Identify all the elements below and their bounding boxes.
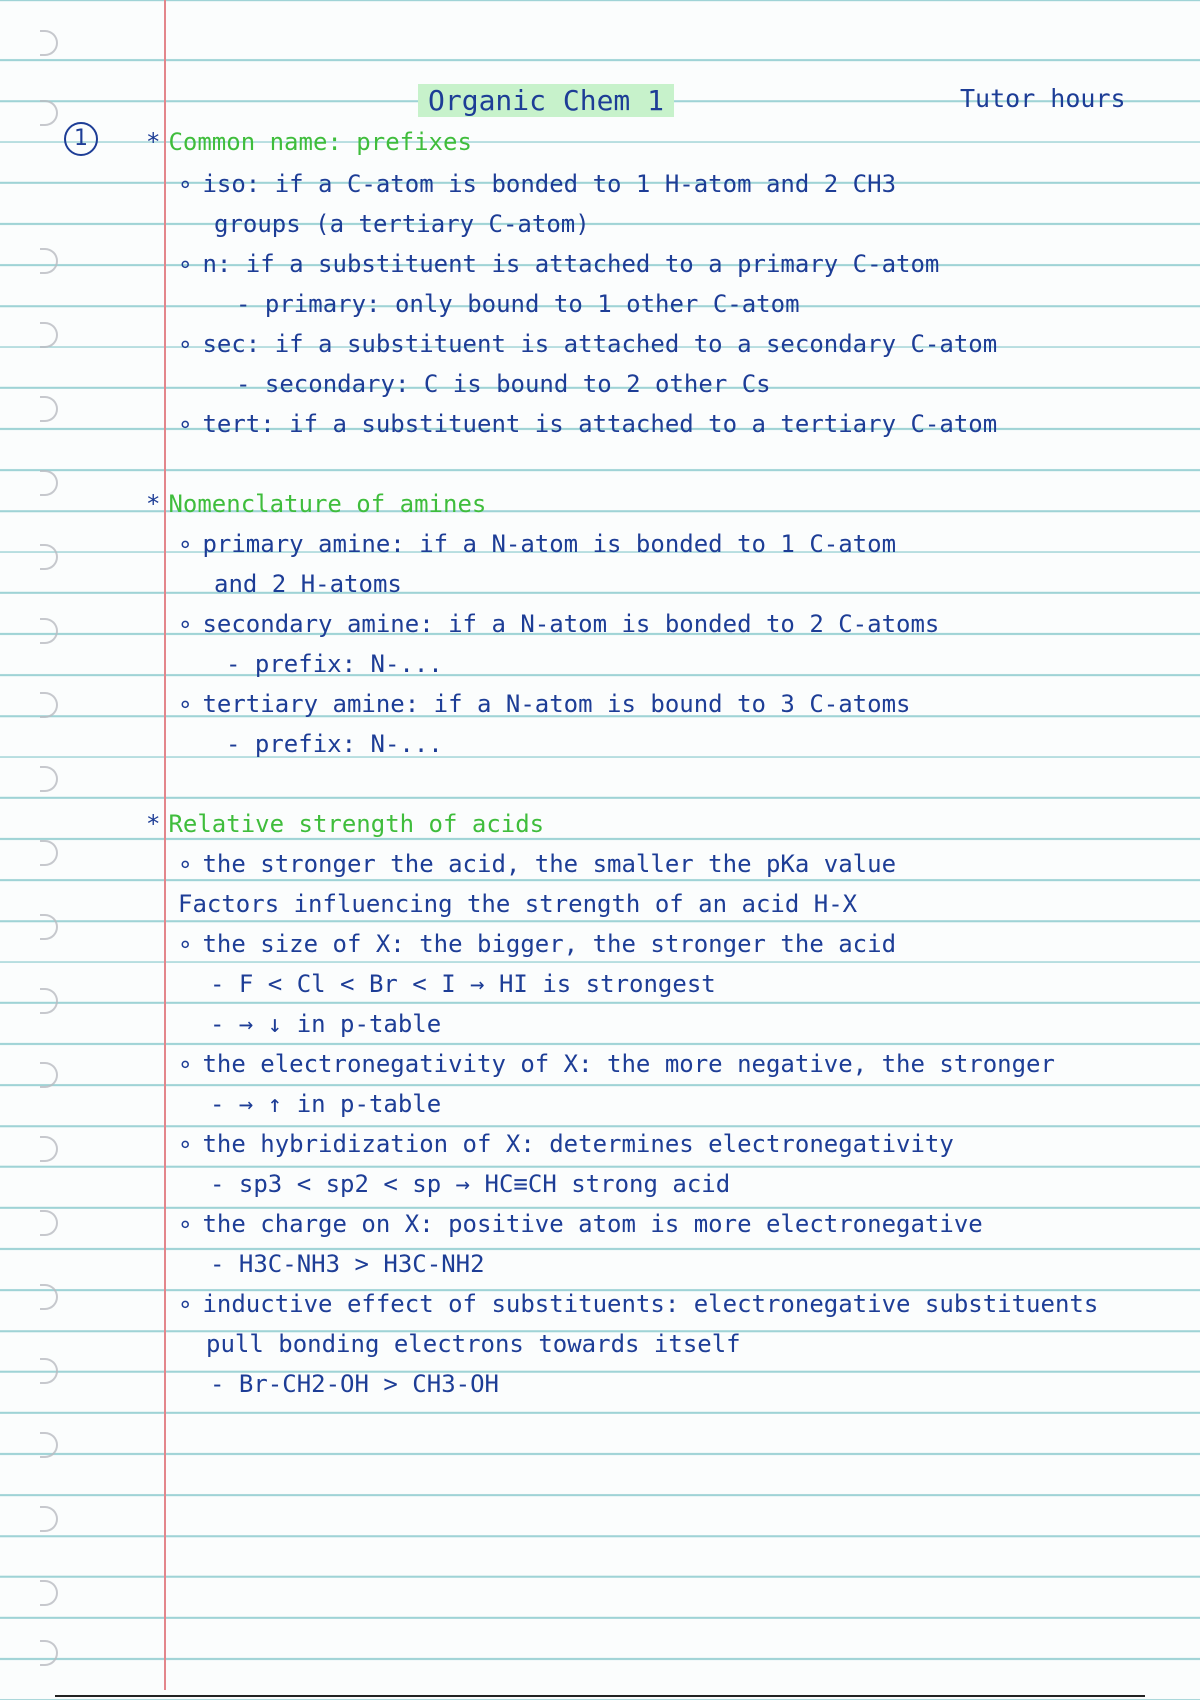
note-line: ∘ sec: if a substituent is attached to a secondary C-atom: [178, 330, 998, 358]
note-line: Factors influencing the strength of an acid H-X: [178, 890, 858, 918]
note-line: - Br-CH2-OH > CH3-OH: [210, 1370, 499, 1398]
bullet-icon: ∘: [178, 1050, 193, 1078]
binder-ring: [40, 914, 58, 940]
page-bottom-edge: [55, 1695, 1145, 1697]
note-line: - F < Cl < Br < I → HI is strongest: [210, 970, 716, 998]
note-line: groups (a tertiary C-atom): [214, 210, 590, 238]
bullet-icon: ∘: [178, 1290, 193, 1318]
bullet-icon: ∘: [178, 1130, 193, 1158]
note-line: - secondary: C is bound to 2 other Cs: [236, 370, 771, 398]
star-bullet-icon: *: [146, 128, 161, 156]
binder-ring: [40, 1640, 58, 1666]
bullet-icon: ∘: [178, 330, 193, 358]
bullet-icon: ∘: [178, 530, 193, 558]
bullet-icon: ∘: [178, 410, 193, 438]
binder-ring: [40, 248, 58, 274]
note-line: ∘ secondary amine: if a N-atom is bonded to 2 C-atoms: [178, 610, 940, 638]
binder-ring: [40, 1062, 58, 1088]
binder-ring: [40, 1506, 58, 1532]
binder-ring: [40, 396, 58, 422]
bullet-icon: ∘: [178, 250, 193, 278]
page-number-badge: 1: [64, 122, 98, 156]
note-line: ∘ the hybridization of X: determines electronegativity: [178, 1130, 954, 1158]
note-line: - prefix: N-...: [226, 650, 443, 678]
bullet-icon: ∘: [178, 610, 193, 638]
note-line: ∘ the charge on X: positive atom is more electronegative: [178, 1210, 983, 1238]
binder-ring: [40, 30, 58, 56]
section-heading-acids: * Relative strength of acids: [146, 810, 545, 838]
binder-ring: [40, 1284, 58, 1310]
note-line: ∘ primary amine: if a N-atom is bonded to 1 C-atom: [178, 530, 897, 558]
note-line: ∘ tertiary amine: if a N-atom is bound to 3 C-atoms: [178, 690, 911, 718]
note-line: ∘ iso: if a C-atom is bonded to 1 H-atom and 2 CH3: [178, 170, 897, 198]
page-header: [0, 82, 1200, 118]
note-line: - prefix: N-...: [226, 730, 443, 758]
note-line: pull bonding electrons towards itself: [206, 1330, 741, 1358]
star-bullet-icon: *: [146, 490, 161, 518]
binder-ring: [40, 618, 58, 644]
section-heading-amines: * Nomenclature of amines: [146, 490, 487, 518]
note-line: ∘ the stronger the acid, the smaller the pKa value: [178, 850, 897, 878]
binder-ring: [40, 544, 58, 570]
binder-ring: [40, 1210, 58, 1236]
bullet-icon: ∘: [178, 930, 193, 958]
binder-ring: [40, 1580, 58, 1606]
note-line: - primary: only bound to 1 other C-atom: [236, 290, 800, 318]
star-bullet-icon: *: [146, 810, 161, 838]
note-line: ∘ the electronegativity of X: the more negative, the stronger: [178, 1050, 1055, 1078]
bullet-icon: ∘: [178, 850, 193, 878]
bullet-icon: ∘: [178, 690, 193, 718]
note-line: - → ↓ in p-table: [210, 1010, 442, 1038]
margin-line: [164, 0, 166, 1690]
note-line: ∘ n: if a substituent is attached to a primary C-atom: [178, 250, 940, 278]
note-line: ∘ tert: if a substituent is attached to a tertiary C-atom: [178, 410, 998, 438]
binder-ring: [40, 1432, 58, 1458]
binder-ring: [40, 1358, 58, 1384]
note-line: ∘ the size of X: the bigger, the stronger the acid: [178, 930, 897, 958]
binder-ring: [40, 766, 58, 792]
note-line: and 2 H-atoms: [214, 570, 402, 598]
note-line: - sp3 < sp2 < sp → HC≡CH strong acid: [210, 1170, 731, 1198]
bullet-icon: ∘: [178, 1210, 193, 1238]
note-line: - H3C-NH3 > H3C-NH2: [210, 1250, 485, 1278]
bullet-icon: ∘: [178, 170, 193, 198]
binder-ring: [40, 1136, 58, 1162]
section-heading-prefixes: * Common name: prefixes: [146, 128, 472, 156]
page-title: Organic Chem 1: [418, 84, 674, 117]
tutor-hours-label: Tutor hours: [960, 84, 1126, 113]
binder-ring: [40, 840, 58, 866]
note-line: - → ↑ in p-table: [210, 1090, 442, 1118]
note-line: ∘ inductive effect of substituents: electronegative substituents: [178, 1290, 1099, 1318]
binder-ring: [40, 322, 58, 348]
binder-ring: [40, 988, 58, 1014]
binder-ring: [40, 692, 58, 718]
binder-ring: [40, 470, 58, 496]
